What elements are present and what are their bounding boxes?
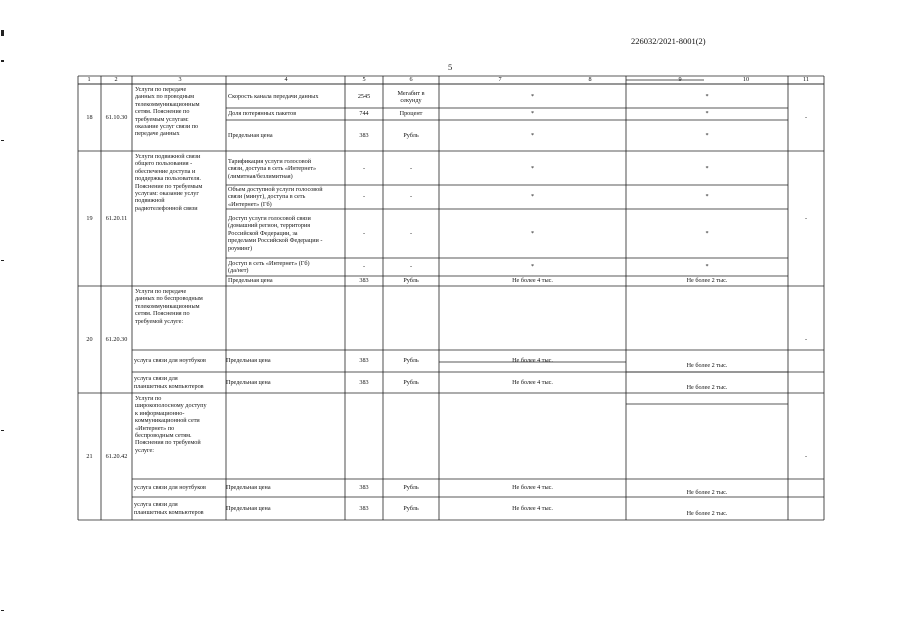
unit-line: Рубль	[403, 504, 419, 512]
column-9-value-line: *	[705, 110, 709, 117]
parameter-value-line: 744	[359, 110, 369, 117]
sub-service-label-line: услуга связи для ноутбуков	[134, 484, 206, 492]
column-7-value	[439, 277, 626, 284]
unit-line: -	[409, 165, 413, 173]
column-7-value-line: Не более 4 тыс.	[512, 277, 553, 284]
column-7-value	[439, 230, 626, 237]
service-description-line: Пояснения по требуемой	[135, 439, 201, 447]
column-7-value	[439, 110, 626, 117]
service-description-line: данных по беспроводным	[135, 295, 203, 303]
column-7-value	[439, 505, 626, 512]
service-description	[135, 288, 203, 325]
service-description-line: «Интернет» по	[135, 424, 175, 432]
service-description-line: Услуги по	[135, 395, 162, 402]
parameter-name-line: Предельная цена	[226, 378, 271, 386]
column-7-value-line: *	[530, 93, 535, 100]
parameter-name-line: Тарификация услуги голосовой	[228, 157, 312, 165]
sub-service-label	[134, 375, 204, 390]
page-number: 5	[448, 62, 453, 72]
parameter-value-line: 383	[359, 131, 369, 139]
column-7-value-line: Не более 4 тыс.	[512, 484, 553, 491]
service-description-line: Услуги по передаче	[135, 288, 187, 295]
column-header-1	[83, 76, 95, 83]
column-7-value	[439, 263, 626, 270]
sub-service-label-line: планшетных компьютеров	[134, 508, 204, 516]
unit-line: Рубль	[403, 378, 419, 386]
row-number-line: 21	[86, 452, 93, 460]
parameter-name	[228, 215, 322, 252]
parameter-value-line: -	[362, 263, 366, 270]
unit-line: Процент	[399, 110, 423, 118]
sub-service-label	[134, 357, 206, 364]
parameter-name-line: Доступ услуги голосовой связи	[228, 215, 311, 222]
parameter-name	[228, 158, 316, 180]
column-11-value	[788, 114, 824, 121]
column-header-2	[110, 76, 122, 83]
parameter-value-line: 383	[359, 277, 369, 284]
sub-service-label	[134, 484, 206, 491]
column-7-value	[439, 93, 626, 100]
service-description-line: поддержка пользователя.	[135, 175, 201, 183]
column-9-value-line: *	[705, 93, 709, 100]
column-9-value-line: Не более 2 тыс.	[686, 362, 728, 369]
okpd-code	[101, 453, 132, 460]
row-number-line: 20	[86, 335, 93, 343]
unit-line: Рубль	[403, 357, 419, 364]
column-header-5-line: 5	[362, 76, 366, 83]
service-description-line: телекоммуникационным	[135, 100, 200, 108]
okpd-code	[101, 114, 132, 121]
service-description-line: обеспечение доступа и	[135, 167, 196, 175]
parameter-value	[345, 357, 383, 364]
column-9-value-line: Не более 2 тыс.	[686, 489, 728, 496]
column-header-11-line: 11	[803, 76, 809, 83]
parameter-value-line: 383	[359, 484, 369, 491]
parameter-name-line: (домашний регион, территория	[228, 222, 311, 230]
column-header-9-line: 9	[678, 76, 682, 83]
column-9-value	[626, 384, 788, 391]
unit	[383, 379, 439, 386]
column-header-7	[494, 76, 506, 83]
column-7-value-line: *	[530, 229, 535, 237]
parameter-name-line: Предельная цена	[226, 504, 271, 512]
unit	[383, 193, 439, 200]
okpd-code	[101, 215, 132, 222]
service-description-line: радиотелефонной связи	[135, 204, 198, 212]
column-7-value	[439, 165, 626, 172]
parameter-name-line: Предельная цена	[226, 484, 271, 491]
parameter-name-line: (да/нет)	[228, 267, 249, 274]
column-9-value	[626, 263, 788, 270]
parameter-name-line: связи, доступа в сеть «Интернет»	[228, 165, 317, 173]
parameter-value	[345, 93, 383, 100]
column-header-6-line: 6	[409, 76, 413, 83]
column-11-value-line: -	[804, 335, 808, 343]
parameter-value	[345, 263, 383, 270]
service-description-line: требуемой услуге:	[135, 317, 184, 325]
column-header-11	[800, 76, 812, 83]
parameter-value-line: 383	[359, 378, 369, 386]
unit	[383, 230, 439, 237]
column-9-value-line: Не более 2 тыс.	[686, 277, 728, 284]
service-description-line: данных по проводным	[135, 93, 195, 101]
column-7-value-line: Не более 4 тыс.	[512, 357, 553, 364]
parameter-value	[345, 379, 383, 386]
service-description-line: сетям. Пояснения по	[135, 310, 190, 318]
parameter-value	[345, 110, 383, 117]
parameter-value	[345, 193, 383, 200]
column-7-value	[439, 132, 626, 139]
parameter-name-line: Российской Федерации, за	[228, 229, 298, 237]
row-number	[78, 336, 101, 343]
unit-line: Рубль	[403, 484, 419, 491]
service-description	[135, 395, 207, 454]
column-9-value	[626, 277, 788, 284]
okpd-code-line: 61.20.11	[105, 214, 128, 222]
parameter-name-line: связи (минут), доступа в сеть	[228, 193, 306, 201]
okpd-code	[101, 336, 132, 343]
parameter-name-line: Предельная цена	[226, 357, 271, 364]
unit	[383, 277, 439, 284]
parameter-name-line: «Интернет» (Гб)	[228, 200, 272, 208]
unit-line: секунду	[400, 97, 422, 104]
unit	[383, 263, 439, 270]
column-9-value-line: *	[705, 263, 709, 270]
column-header-8-line: 8	[588, 76, 592, 83]
parameter-value-line: 2545	[357, 93, 371, 100]
parameter-name-line: Доступ в сеть «Интернет» (Гб)	[228, 259, 310, 267]
parameter-name-line: Объем доступной услуги голосовой	[228, 185, 323, 193]
column-header-10-line: 10	[742, 76, 750, 83]
service-description-line: коммуникационной сети	[135, 417, 200, 425]
unit	[383, 165, 439, 172]
service-description-line: передаче данных	[135, 130, 180, 138]
column-header-2-line: 2	[114, 76, 118, 83]
unit	[383, 357, 439, 364]
unit-line: Мегабит в	[397, 89, 425, 97]
column-9-value	[626, 165, 788, 172]
column-header-9	[674, 76, 686, 83]
parameter-name	[228, 186, 323, 208]
unit	[383, 484, 439, 491]
column-header-5	[358, 76, 370, 83]
column-7-value	[439, 193, 626, 200]
parameter-name	[228, 260, 310, 275]
parameter-value	[345, 165, 383, 172]
okpd-code-line: 61.10.30	[105, 113, 128, 121]
column-7-value-line: Не более 4 тыс.	[512, 504, 553, 512]
column-9-value	[626, 510, 788, 517]
service-description-line: услуге:	[135, 446, 154, 454]
okpd-code-line: 61.20.42	[105, 452, 128, 460]
column-7-value	[439, 357, 626, 364]
parameter-name-line: пределами Российской Федерации -	[228, 237, 323, 245]
parameter-name-line: Предельная цена	[228, 277, 273, 285]
unit-line: -	[409, 193, 413, 201]
unit-line: -	[409, 263, 413, 271]
column-9-value-line: *	[705, 131, 709, 139]
column-9-value	[626, 193, 788, 200]
column-7-value-line: *	[530, 110, 535, 117]
column-11-value-line: -	[804, 214, 808, 222]
okpd-code-line: 61.20.30	[105, 335, 128, 343]
service-description-line: Услуги по передаче	[135, 86, 187, 93]
unit	[383, 90, 439, 105]
sub-service-label	[134, 501, 204, 516]
parameter-name	[228, 132, 273, 139]
row-number	[78, 453, 101, 460]
column-7-value-line: Не более 4 тыс.	[512, 378, 553, 386]
parameter-name-line: Доля потерянных пакетов	[228, 110, 297, 118]
column-header-3-line: 3	[178, 76, 182, 83]
document-number: 226032/2021-8001(2)	[631, 36, 706, 46]
service-description	[135, 86, 200, 138]
parameter-value-line: -	[362, 165, 366, 172]
column-9-value-line: Не более 2 тыс.	[686, 509, 728, 517]
parameter-name	[226, 379, 271, 386]
column-7-value-line: *	[530, 193, 535, 200]
column-11-value-line: -	[804, 113, 808, 121]
unit-line: Рубль	[403, 131, 419, 139]
column-7-value-line: *	[530, 165, 535, 172]
service-description-line: сетям. Пояснение по	[135, 108, 190, 116]
column-9-value	[626, 132, 788, 139]
sub-service-label-line: услуга связи для	[134, 375, 178, 383]
column-header-4	[280, 76, 292, 83]
column-7-value-line: *	[530, 131, 535, 139]
parameter-name-line: Скорость канала передачи данных	[228, 93, 319, 101]
parameter-name	[226, 505, 271, 512]
service-description-line: к информационно-	[135, 409, 185, 417]
parameter-name-line: (лимитная/безлимитная)	[228, 172, 293, 180]
service-description	[135, 153, 202, 212]
parameter-name	[228, 110, 296, 117]
column-9-value	[626, 230, 788, 237]
unit	[383, 505, 439, 512]
parameter-value	[345, 277, 383, 284]
sub-service-label-line: услуга связи для ноутбуков	[134, 357, 206, 365]
parameter-name	[226, 357, 271, 364]
column-9-value	[626, 93, 788, 100]
service-description-line: подвижной	[135, 197, 165, 205]
column-7-value	[439, 379, 626, 386]
service-description-line: широкополосному доступу	[135, 402, 207, 410]
parameter-value-line: 383	[359, 504, 369, 512]
column-header-4-line: 4	[284, 76, 288, 83]
parameter-name	[228, 277, 273, 284]
parameter-value-line: 383	[359, 357, 369, 364]
unit-line: -	[409, 229, 413, 237]
parameter-value	[345, 230, 383, 237]
column-header-8	[584, 76, 596, 83]
row-number-line: 19	[86, 214, 93, 222]
column-9-value-line: *	[705, 229, 709, 237]
column-11-value	[788, 336, 824, 343]
parameter-value	[345, 505, 383, 512]
column-header-3	[174, 76, 186, 83]
column-header-7-line: 7	[498, 76, 502, 83]
column-11-value	[788, 215, 824, 222]
service-description-line: оказание услуг связи по	[135, 123, 199, 131]
column-9-value-line: *	[705, 165, 709, 172]
sub-service-label-line: планшетных компьютеров	[134, 382, 204, 390]
row-number	[78, 114, 101, 121]
column-header-10	[740, 76, 752, 83]
service-description-line: общего пользования -	[135, 160, 193, 168]
service-description-line: Услуги подвижной связи	[135, 153, 201, 160]
parameter-name	[228, 93, 318, 100]
column-9-value-line: Не более 2 тыс.	[686, 383, 728, 391]
parameter-name	[226, 484, 271, 491]
service-description-line: беспроводным сетям.	[135, 432, 192, 440]
column-header-6	[405, 76, 417, 83]
column-9-value	[626, 110, 788, 117]
column-11-value	[788, 453, 824, 460]
parameter-name-line: Предельная цена	[228, 131, 273, 139]
parameter-value-line: -	[362, 229, 366, 237]
service-description-line: требуемым услугам:	[135, 115, 189, 123]
column-header-1-line: 1	[87, 76, 91, 83]
column-7-value-line: *	[530, 263, 535, 270]
service-description-line: телекоммуникационным	[135, 302, 200, 310]
column-11-value-line: -	[804, 452, 808, 460]
row-number	[78, 215, 101, 222]
service-description-line: Пояснение по требуемым	[135, 182, 203, 190]
parameter-value	[345, 132, 383, 139]
column-9-value-line: *	[705, 193, 709, 200]
column-9-value	[626, 489, 788, 496]
parameter-value	[345, 484, 383, 491]
parameter-value-line: -	[362, 193, 366, 200]
row-number-line: 18	[86, 113, 93, 121]
sub-service-label-line: услуга связи для	[134, 501, 178, 509]
unit-line: Рубль	[403, 277, 419, 285]
parameter-name-line: роуминг)	[228, 244, 253, 252]
unit	[383, 132, 439, 139]
service-description-line: услугам: оказание услуг	[135, 190, 199, 198]
column-9-value	[626, 362, 788, 369]
unit	[383, 110, 439, 117]
column-7-value	[439, 484, 626, 491]
